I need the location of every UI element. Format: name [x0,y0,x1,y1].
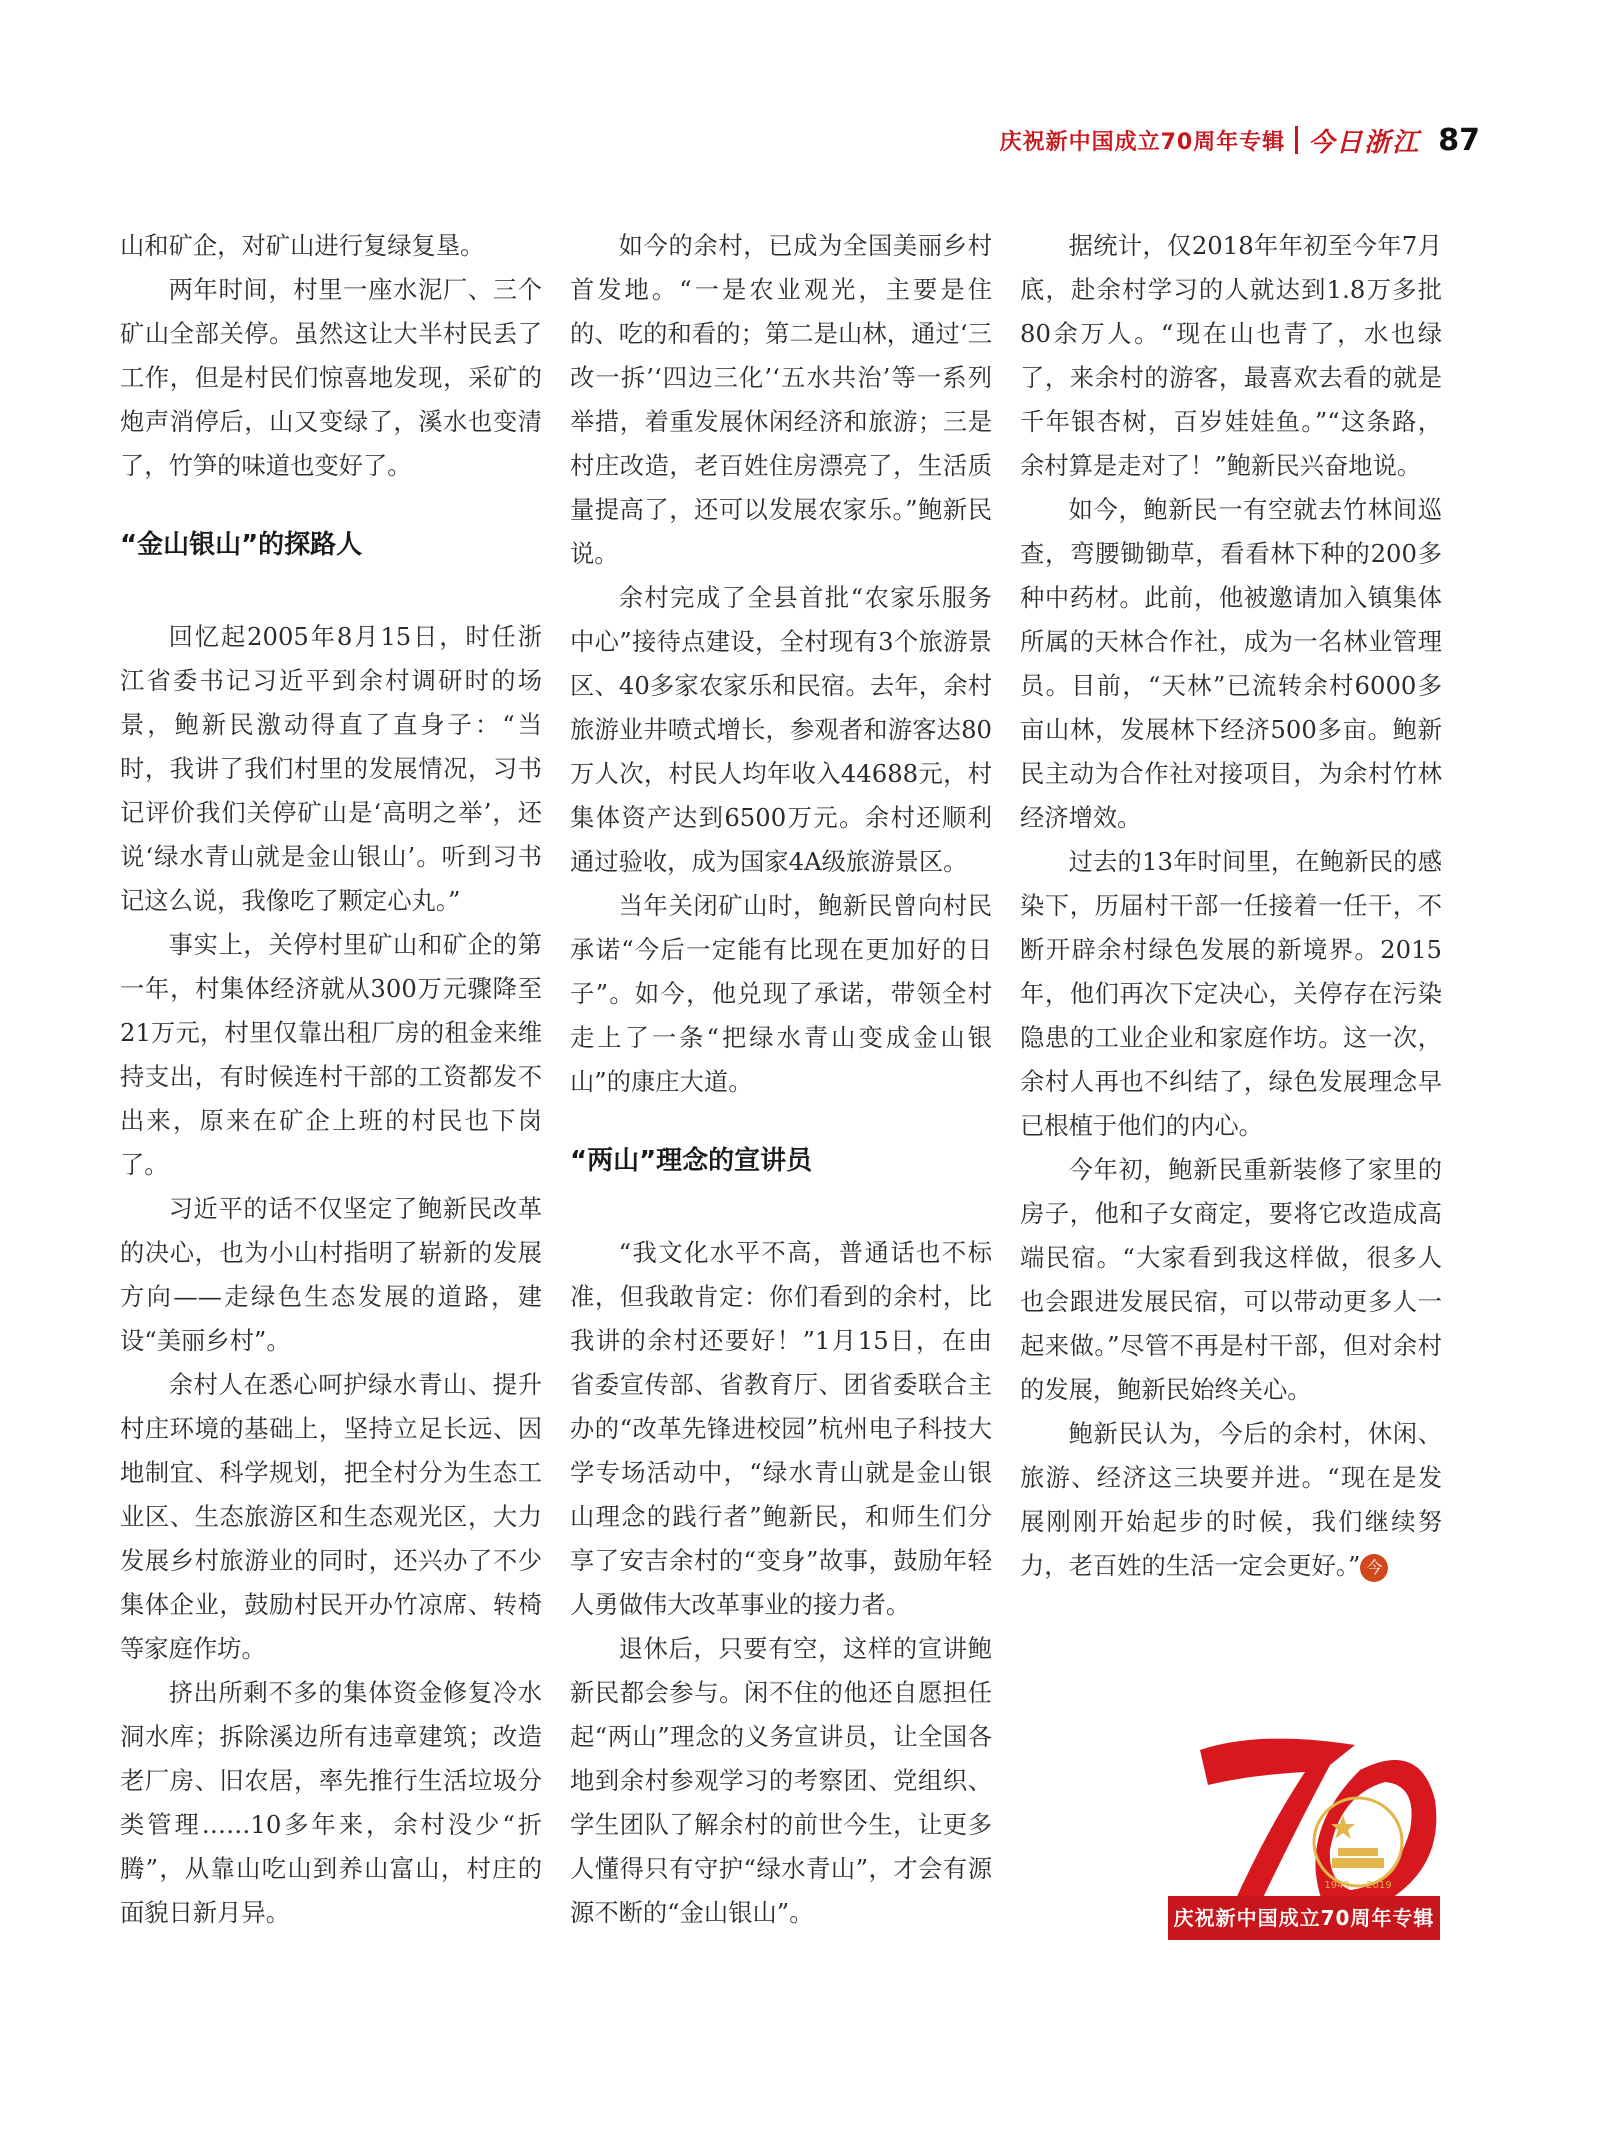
paragraph: “我文化水平不高，普通话也不标准，但我敢肯定：你们看到的余村，比我讲的余村还要好！”1月15日，在由省委宣传部、省教育厅、团省委联合主办的“改革先锋进校园”杭州电子科技大学专场活动中，“绿水青山就是金山银山理念的践行者”鲍新民，和师生们分享了安吉余村的“变身”故事，鼓励年轻人勇做伟大改革事业的接力者。 [570,1238,992,1619]
paragraph: 如今的余村，已成为全国美丽乡村首发地。“一是农业观光，主要是住的、吃的和看的；第二是山林，通过‘三改一拆’‘四边三化’‘五水共治’等一系列举措，着重发展休闲经济和旅游；三是村庄改造，老百姓住房漂亮了，生活质量提高了，还可以发展农家乐。”鲍新民说。 [570,231,992,568]
paragraph: 回忆起2005年8月15日，时任浙江省委书记习近平到余村调研时的场景，鲍新民激动得直了直身子：“当时，我讲了我们村里的发展情况，习书记评价我们关停矿山是‘高明之举’，还说‘绿水青山就是金山银山’。听到习书记这么说，我像吃了颗定心丸。” [120,622,542,915]
header-series-title: 庆祝新中国成立70周年专辑 [999,129,1286,155]
emblem-years: 1949 — 2019 [1324,1880,1392,1891]
paragraph: 山和矿企，对矿山进行复绿复垦。 [120,231,485,260]
article-column-1 [120,224,542,1935]
paragraph-text: 鲍新民认为，今后的余村，休闲、旅游、经济这三块要并进。“现在是发展刚刚开始起步的时候，我们继续努力，老百姓的生活一定会更好。” [1020,1419,1442,1580]
magazine-logo: 今日浙江 [1308,127,1421,158]
article-column-3 [1020,224,1442,1588]
emblem-tiananmen-base [1332,1858,1384,1868]
paragraph: 挤出所剩不多的集体资金修复冷水洞水库；拆除溪边所有违章建筑；改造老厂房、旧农居，率先推行生活垃圾分类管理……10多年来，余村没少“折腾”，从靠山吃山到养山富山，村庄的面貌日新月异。 [120,1678,542,1927]
paragraph: 过去的13年时间里，在鲍新民的感染下，历届村干部一任接着一任干，不断开辟余村绿色发展的新境界。2015年，他们再次下定决心，关停存在污染隐患的工业企业和家庭作坊。这一次，余村人再也不纠结了，绿色发展理念早已根植于他们的内心。 [1020,847,1442,1140]
emblem-tiananmen-roof [1338,1848,1378,1856]
paragraph: 余村人在悉心呵护绿水青山、提升村庄环境的基础上，坚持立足长远、因地制宜、科学规划，把全村分为生态工业区、生态旅游区和生态观光区，大力发展乡村旅游业的同时，还兴办了不少集体企业，鼓励村民开办竹凉席、转椅等家庭作坊。 [120,1370,542,1663]
emblem-banner: 庆祝新中国成立70周年专辑 [1168,1896,1440,1940]
paragraph: 如今，鲍新民一有空就去竹林间巡查，弯腰锄锄草，看看林下种的200多种中药材。此前，他被邀请加入镇集体所属的天林合作社，成为一名林业管理员。目前，“天林”已流转余村6000多亩山林，发展林下经济500多亩。鲍新民主动为合作社对接项目，为余村竹林经济增效。 [1020,495,1442,832]
paragraph: 今年初，鲍新民重新装修了家里的房子，他和子女商定，要将它改造成高端民宿。“大家看到我这样做，很多人也会跟进发展民宿，可以带动更多人一起来做。”尽管不再是村干部，但对余村的发展，鲍新民始终关心。 [1020,1155,1442,1404]
paragraph [1020,1412,1442,1588]
paragraph: 事实上，关停村里矿山和矿企的第一年，村集体经济就从300万元骤降至21万元，村里仅靠出租厂房的租金来维持支出，有时候连村干部的工资都发不出来，原来在矿企上班的村民也下岗了。 [120,930,542,1179]
paragraph: 当年关闭矿山时，鲍新民曾向村民承诺“今后一定能有比现在更加好的日子”。如今，他兑现了承诺，带领全村走上了一条“把绿水青山变成金山银山”的康庄大道。 [570,891,992,1096]
running-header [1000,120,1480,160]
article-end-mark-icon: 今 [1360,1554,1388,1582]
header-divider [1295,126,1298,154]
paragraph: 退休后，只要有空，这样的宣讲鲍新民都会参与。闲不住的他还自愿担任起“两山”理念的义务宣讲员，让全国各地到余村参观学习的考察团、党组织、学生团队了解余村的前世今生，让更多人懂得只有守护“绿水青山”，才会有源源不断的“金山银山”。 [570,1634,992,1927]
paragraph: 余村完成了全县首批“农家乐服务中心”接待点建设，全村现有3个旅游景区、40多家农家乐和民宿。去年，余村旅游业井喷式增长，参观者和游客达80万人次，村民人均年收入44688元，村集体资产达到6500万元。余村还顺利通过验收，成为国家4A级旅游景区。 [570,583,992,876]
section-heading: “两山”理念的宣讲员 [570,1146,813,1176]
paragraph: 两年时间，村里一座水泥厂、三个矿山全部关停。虽然这让大半村民丢了工作，但是村民们惊喜地发现，采矿的炮声消停后，山又变绿了，溪水也变清了，竹笋的味道也变好了。 [120,275,542,480]
paragraph: 习近平的话不仅坚定了鲍新民改革的决心，也为小山村指明了崭新的发展方向——走绿色生态发展的道路，建设“美丽乡村”。 [120,1194,542,1355]
article-column-2 [570,224,992,1935]
page-number: 87 [1438,122,1480,158]
paragraph: 据统计，仅2018年年初至今年7月底，赴余村学习的人就达到1.8万多批80余万人。“现在山也青了，水也绿了，来余村的游客，最喜欢去看的就是千年银杏树，百岁娃娃鱼。”“这条路，余村算是走对了！”鲍新民兴奋地说。 [1020,231,1442,480]
section-heading: “金山银山”的探路人 [120,530,363,560]
